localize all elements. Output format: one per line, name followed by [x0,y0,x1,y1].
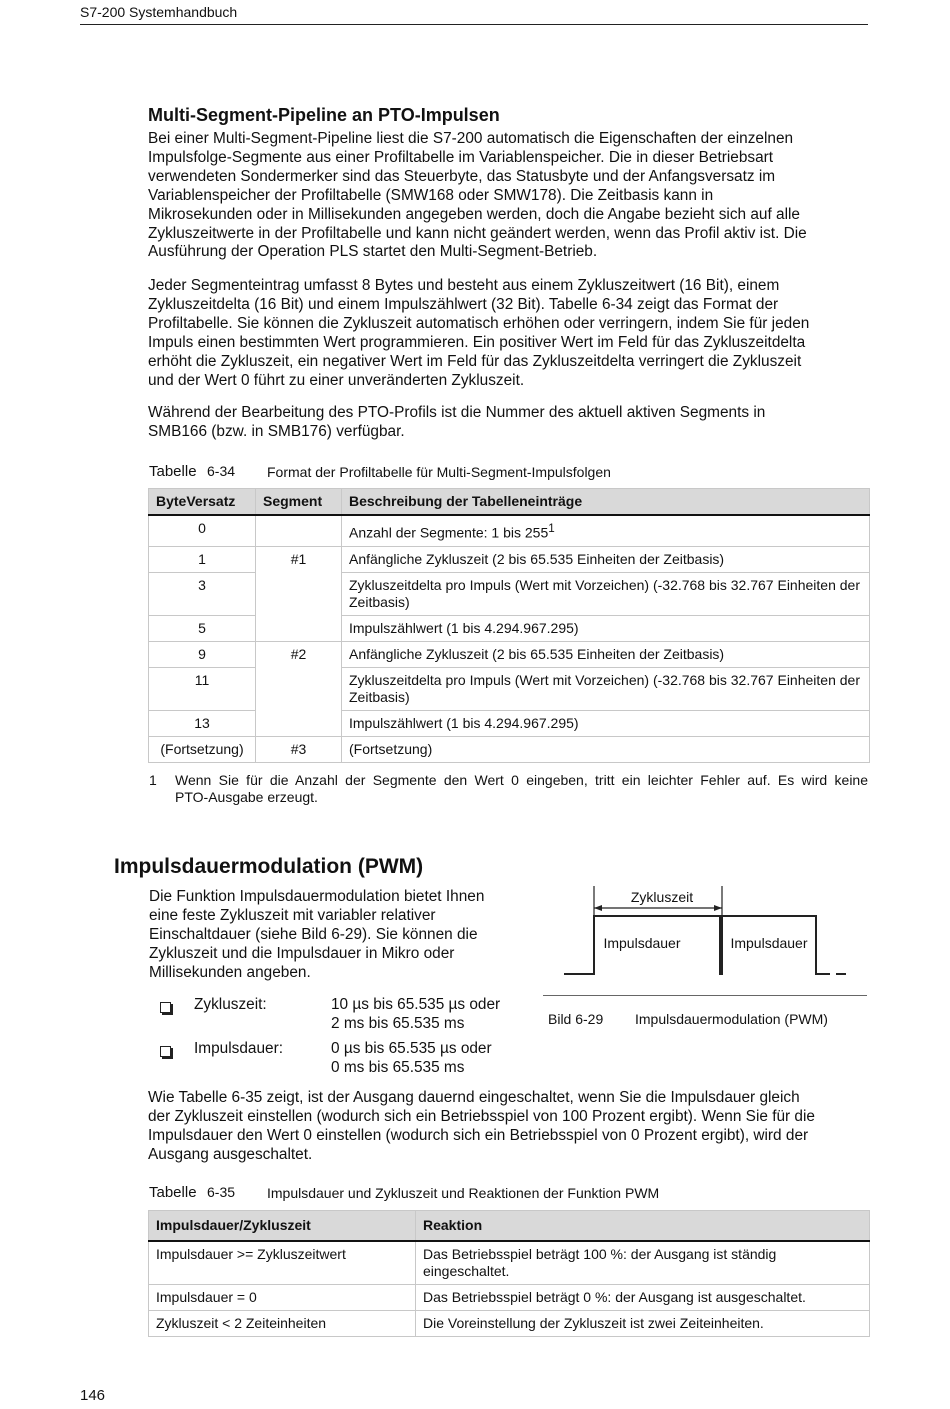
table-635-title: Impulsdauer und Zykluszeit und Reaktionen der Funktion PWM [267,1185,660,1201]
table-634-title: Format der Profiltabelle für Multi-Segment-Impulsfolgen [267,464,611,480]
column-header: Segment [256,489,342,516]
description-cell: Impulszählwert (1 bis 4.294.967.295) [342,615,870,641]
byte-offset: 5 [149,615,256,641]
description-cell: Anfängliche Zykluszeit (2 bis 65.535 Einheiten der Zeitbasis) [342,546,870,572]
arrow-right-icon [714,905,722,911]
text-line: Jeder Segmenteintrag umfasst 8 Bytes und besteht aus einem Zykluszeitwert (16 Bit), einem [148,277,780,294]
table-header-row [149,1211,870,1242]
condition-cell: Zykluszeit < 2 Zeiteinheiten [149,1311,416,1337]
text-line: und der Wert 0 führt zu einer unveränderten Zykluszeit. [148,371,525,389]
byte-offset: 1 [149,546,256,572]
table-label: Tabelle [149,463,197,480]
reaction-cell: Die Voreinstellung der Zykluszeit ist zwei Zeiteinheiten. [416,1311,870,1337]
pto-paragraph-2 [148,277,809,390]
condition-cell: Impulsdauer >= Zykluszeitwert [149,1241,416,1285]
pwm-reaction-table [148,1210,870,1337]
table-635-caption [149,1184,235,1202]
column-header: Impulsdauer/Zykluszeit [149,1211,416,1242]
text-line: Während der Bearbeitung des PTO-Profils ist die Nummer des aktuell aktiven Segments in [148,404,766,421]
segment-cell: #3 [256,736,342,762]
bullet-label: Impulsdauer: [194,1040,283,1057]
segment-cell [256,572,342,615]
text-line: SMB166 (bzw. in SMB176) verfügbar. [148,422,405,440]
pto-paragraph-3 [148,404,765,442]
table-row [149,641,870,667]
description-text: Anzahl der Segmente: 1 bis 255 [349,524,549,541]
text-line: Wie Tabelle 6-35 zeigt, ist der Ausgang dauernd eingeschaltet, wenn Sie die Impulsdauer gleich [148,1089,800,1106]
table-row [149,515,870,546]
segment-cell: #1 [256,546,342,572]
segment-cell [256,615,342,641]
description-cell: Zykluszeitdelta pro Impuls (Wert mit Vorzeichen) (-32.768 bis 32.767 Einheiten der Zeitbasis) [342,572,870,615]
text-line: Zykluszeitwerte in der Profiltabelle und kann nicht geändert werden, wenn das Profil aktiv ist. Die [148,224,807,242]
table-label: Tabelle [149,1184,197,1201]
pto-paragraph-1 [148,130,807,262]
table-row [149,1241,870,1285]
byte-offset: 13 [149,710,256,736]
bullet-value [331,1040,492,1078]
text-line: Variablenspeicher der Profiltabelle (SMW168 oder SMW178). Die Zeitbasis kann in [148,186,714,204]
checkbox-bullet-icon [160,1002,171,1013]
column-header: Reaktion [416,1211,870,1242]
figure-caption-text: Impulsdauermodulation (PWM) [635,1011,828,1027]
text-line: Profiltabelle. Sie können die Zykluszeit automatisch erhöhen oder verringern, indem Sie für jeden [148,314,810,332]
page-number: 146 [80,1387,106,1404]
bullet-label: Zykluszeit: [194,996,267,1013]
text-line: eine feste Zykluszeit mit variabler relativer [149,906,436,924]
table-row [149,667,870,710]
figure-rule [543,995,867,996]
text-line: Impulsfolge-Segmente aus einer Profiltabelle im Variablenspeicher. Die in dieser Betriebsart [148,148,774,166]
text-line: Impulsdauer den Wert 0 einstellen (wodurch sich ein Betriebsspiel von 0 Prozent ergibt), wird der [148,1126,809,1144]
condition-cell: Impulsdauer = 0 [149,1285,416,1311]
column-header: ByteVersatz [149,489,256,516]
pwm-waveform-figure [540,880,870,1000]
cycle-time-label: Zykluszeit [630,889,694,905]
text-line: 10 µs bis 65.535 µs oder [331,996,501,1013]
table-634-caption [149,463,235,481]
text-line: 0 µs bis 65.535 µs oder [331,1040,492,1057]
text-line: Ausgang ausgeschaltet. [148,1145,313,1163]
running-header: S7-200 Systemhandbuch [80,4,238,20]
table-row [149,572,870,615]
text-line: Ausführung der Operation PLS startet den Multi-Segment-Betrieb. [148,243,598,261]
table-number: 6-34 [207,463,236,479]
column-header: Beschreibung der Tabelleneinträge [342,489,870,516]
table-row [149,710,870,736]
text-line: Wenn Sie für die Anzahl der Segmente den Wert 0 eingeben, tritt ein leichter Fehler auf. Es wird keine [175,772,868,788]
description-cell: (Fortsetzung) [342,736,870,762]
segment-cell: #2 [256,641,342,667]
description-cell: Impulszählwert (1 bis 4.294.967.295) [342,710,870,736]
description-cell: Anfängliche Zykluszeit (2 bis 65.535 Einheiten der Zeitbasis) [342,641,870,667]
profile-table [148,488,870,763]
header-rule [80,24,868,25]
text-line: Zykluszeitdelta (16 Bit) und einem Impulszählwert (32 Bit). Tabelle 6-34 zeigt das Format der [148,295,779,313]
bullet-value [331,996,500,1034]
description-cell: Zykluszeitdelta pro Impuls (Wert mit Vorzeichen) (-32.768 bis 32.767 Einheiten der Zeitbasis) [342,667,870,710]
segment-cell [256,515,342,546]
text-line: Einschaltdauer (siehe Bild 6-29). Sie können die [149,925,478,943]
description-cell [342,515,870,546]
text-line: 0 ms bis 65.535 ms [331,1058,465,1076]
text-line: Impuls einen bestimmten Wert programmieren. Ein positiver Wert im Feld für das Zykluszeitdelta [148,333,806,351]
byte-offset: 9 [149,641,256,667]
text-line: Zykluszeit und die Impulsdauer in Mikro oder [149,944,455,962]
byte-offset: 0 [149,515,256,546]
section-heading-pto: Multi-Segment-Pipeline an PTO-Impulsen [148,105,500,125]
table-row [149,1311,870,1337]
segment-cell [256,710,342,736]
pwm-paragraph [148,1089,815,1165]
reaction-cell: Das Betriebsspiel beträgt 100 %: der Ausgang ist ständig eingeschaltet. [416,1241,870,1285]
text-line: PTO-Ausgabe erzeugt. [175,789,318,805]
pwm-intro [149,888,484,983]
table-row [149,736,870,762]
section-heading-pwm: Impulsdauermodulation (PWM) [114,855,424,878]
footnote-marker: 1 [149,772,157,788]
checkbox-bullet-icon [160,1046,171,1057]
arrow-left-icon [594,905,602,911]
reaction-cell: Das Betriebsspiel beträgt 0 %: der Ausgang ist ausgeschaltet. [416,1285,870,1311]
byte-offset: 3 [149,572,256,615]
pulse-width-label: Impulsdauer [603,935,681,951]
text-line: erhöht die Zykluszeit, ein negativer Wert im Feld für das Zykluszeitdelta verringert die Zykluszeit [148,352,802,370]
text-line: Mikrosekunden oder in Millisekunden angegeben werden, doch die Angabe bezieht sich auf alle [148,205,800,223]
figure-caption-number: Bild 6-29 [548,1011,604,1027]
text-line: Die Funktion Impulsdauermodulation bietet Ihnen [149,888,485,905]
table-row [149,615,870,641]
footnote-ref: 1 [548,522,555,535]
byte-offset: 11 [149,667,256,710]
table-row [149,1285,870,1311]
segment-cell [256,667,342,710]
text-line: Millisekunden angeben. [149,963,311,981]
text-line: 2 ms bis 65.535 ms [331,1014,465,1032]
text-line: der Zykluszeit einstellen (wodurch sich ein Betriebsspiel von 100 Prozent ergibt). Wenn Sie für die [148,1107,815,1125]
text-line: Bei einer Multi-Segment-Pipeline liest die S7-200 automatisch die Eigenschaften der einzelnen [148,130,794,147]
table-header-row [149,489,870,516]
byte-offset: (Fortsetzung) [149,736,256,762]
table-number: 6-35 [207,1184,236,1200]
pulse-width-label: Impulsdauer [730,935,808,951]
table-row [149,546,870,572]
text-line: verwendeten Sondermerker sind das Steuerbyte, das Statusbyte und der Anfangsversatz im [148,167,776,185]
footnote-text [175,772,868,806]
